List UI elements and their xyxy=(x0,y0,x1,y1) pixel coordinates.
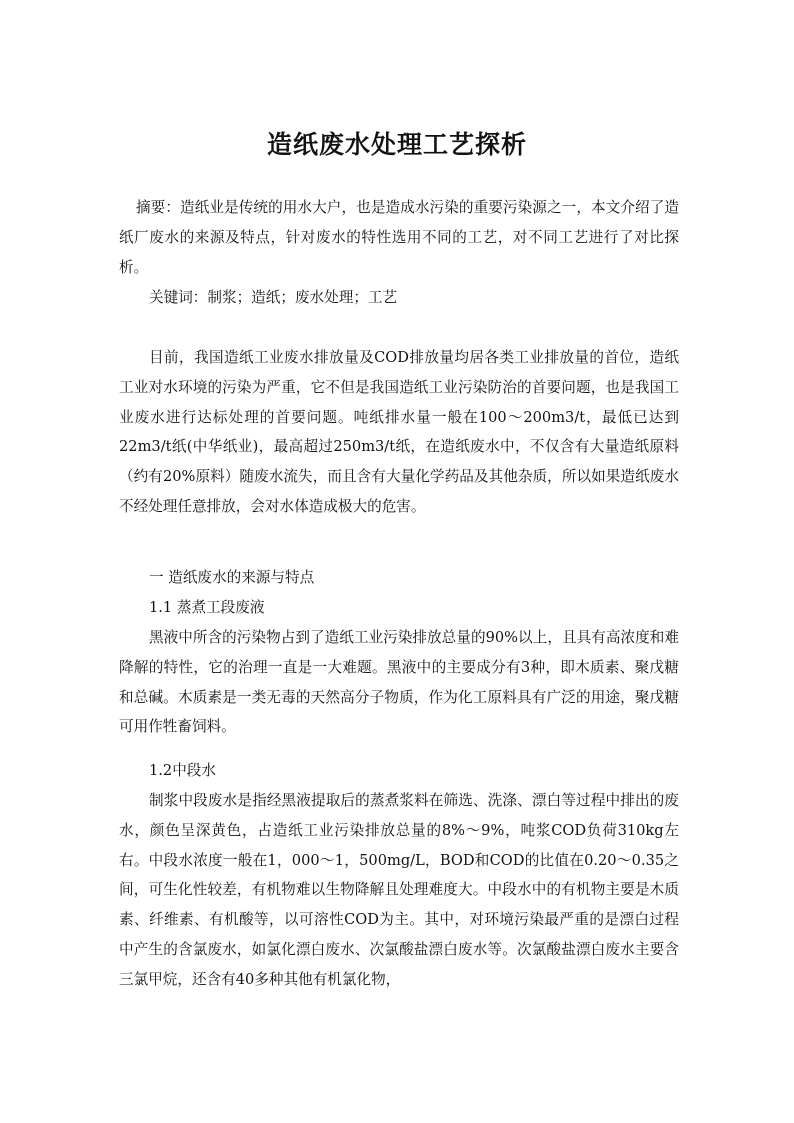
subsection-paragraph-1-2: 制浆中段废水是指经黑液提取后的蒸煮浆料在筛选、洗涤、漂白等过程中排出的废水，颜色呈深黄色，占造纸工业污染排放总量的8%～9%，吨浆COD负荷310kg左右。中段水浓度一般在1，000～1，500mg/L，BOD和COD的比值在0.20～0.35之间，可生化性较差，有机物难以生物降解且处理难度大。中段水中的有机物主要是木质素、纤维素、有机酸等，以可溶性COD为主。其中，对环境污染最严重的是漂白过程中产生的含氯废水，如氯化漂白废水、次氯酸盐漂白废水等。次氯酸盐漂白废水主要含三氯甲烷，还含有40多种其他有机氯化物， xyxy=(119,792,679,988)
document-title: 造纸废水处理工艺探析 xyxy=(266,130,527,159)
subsection-paragraph-1-1: 黑液中所含的污染物占到了造纸工业污染排放总量的90%以上，且具有高浓度和难降解的特性，它的治理一直是一大难题。黑液中的主要成分有3种，即木质素、聚戊糖和总碱。木质素是一类无毒的天然高分子物质，作为化工原料具有广泛的用途，聚戊糖可用作牲畜饲料。 xyxy=(119,629,679,736)
intro-paragraph: 目前，我国造纸工业废水排放量及COD排放量均居各类工业排放量的首位，造纸工业对水环境的污染为严重，它不但是我国造纸工业污染防治的首要问题，也是我国工业废水进行达标处理的首要问题。吨纸排水量一般在100～200m3/t，最低已达到22m3/t纸(中华纸业)，最高超过250m3/t纸，在造纸废水中，不仅含有大量造纸原料（约有20%原料）随废水流失，而且含有大量化学药品及其他杂质，所以如果造纸废水不经处理任意排放，会对水体造成极大的危害。 xyxy=(119,349,679,515)
subsection-heading-1-2: 1.2中段水 xyxy=(149,762,216,779)
abstract-paragraph: 摘要：造纸业是传统的用水大户，也是造成水污染的重要污染源之一，本文介绍了造纸厂废水的来源及特点，针对废水的特性选用不同的工艺，对不同工艺进行了对比探析。 xyxy=(119,199,679,276)
subsection-heading-1-1: 1.1 蒸煮工段废液 xyxy=(149,599,265,616)
keywords-line: 关键词：制浆；造纸；废水处理；工艺 xyxy=(149,289,398,306)
section-heading-1: 一 造纸废水的来源与特点 xyxy=(149,569,315,586)
